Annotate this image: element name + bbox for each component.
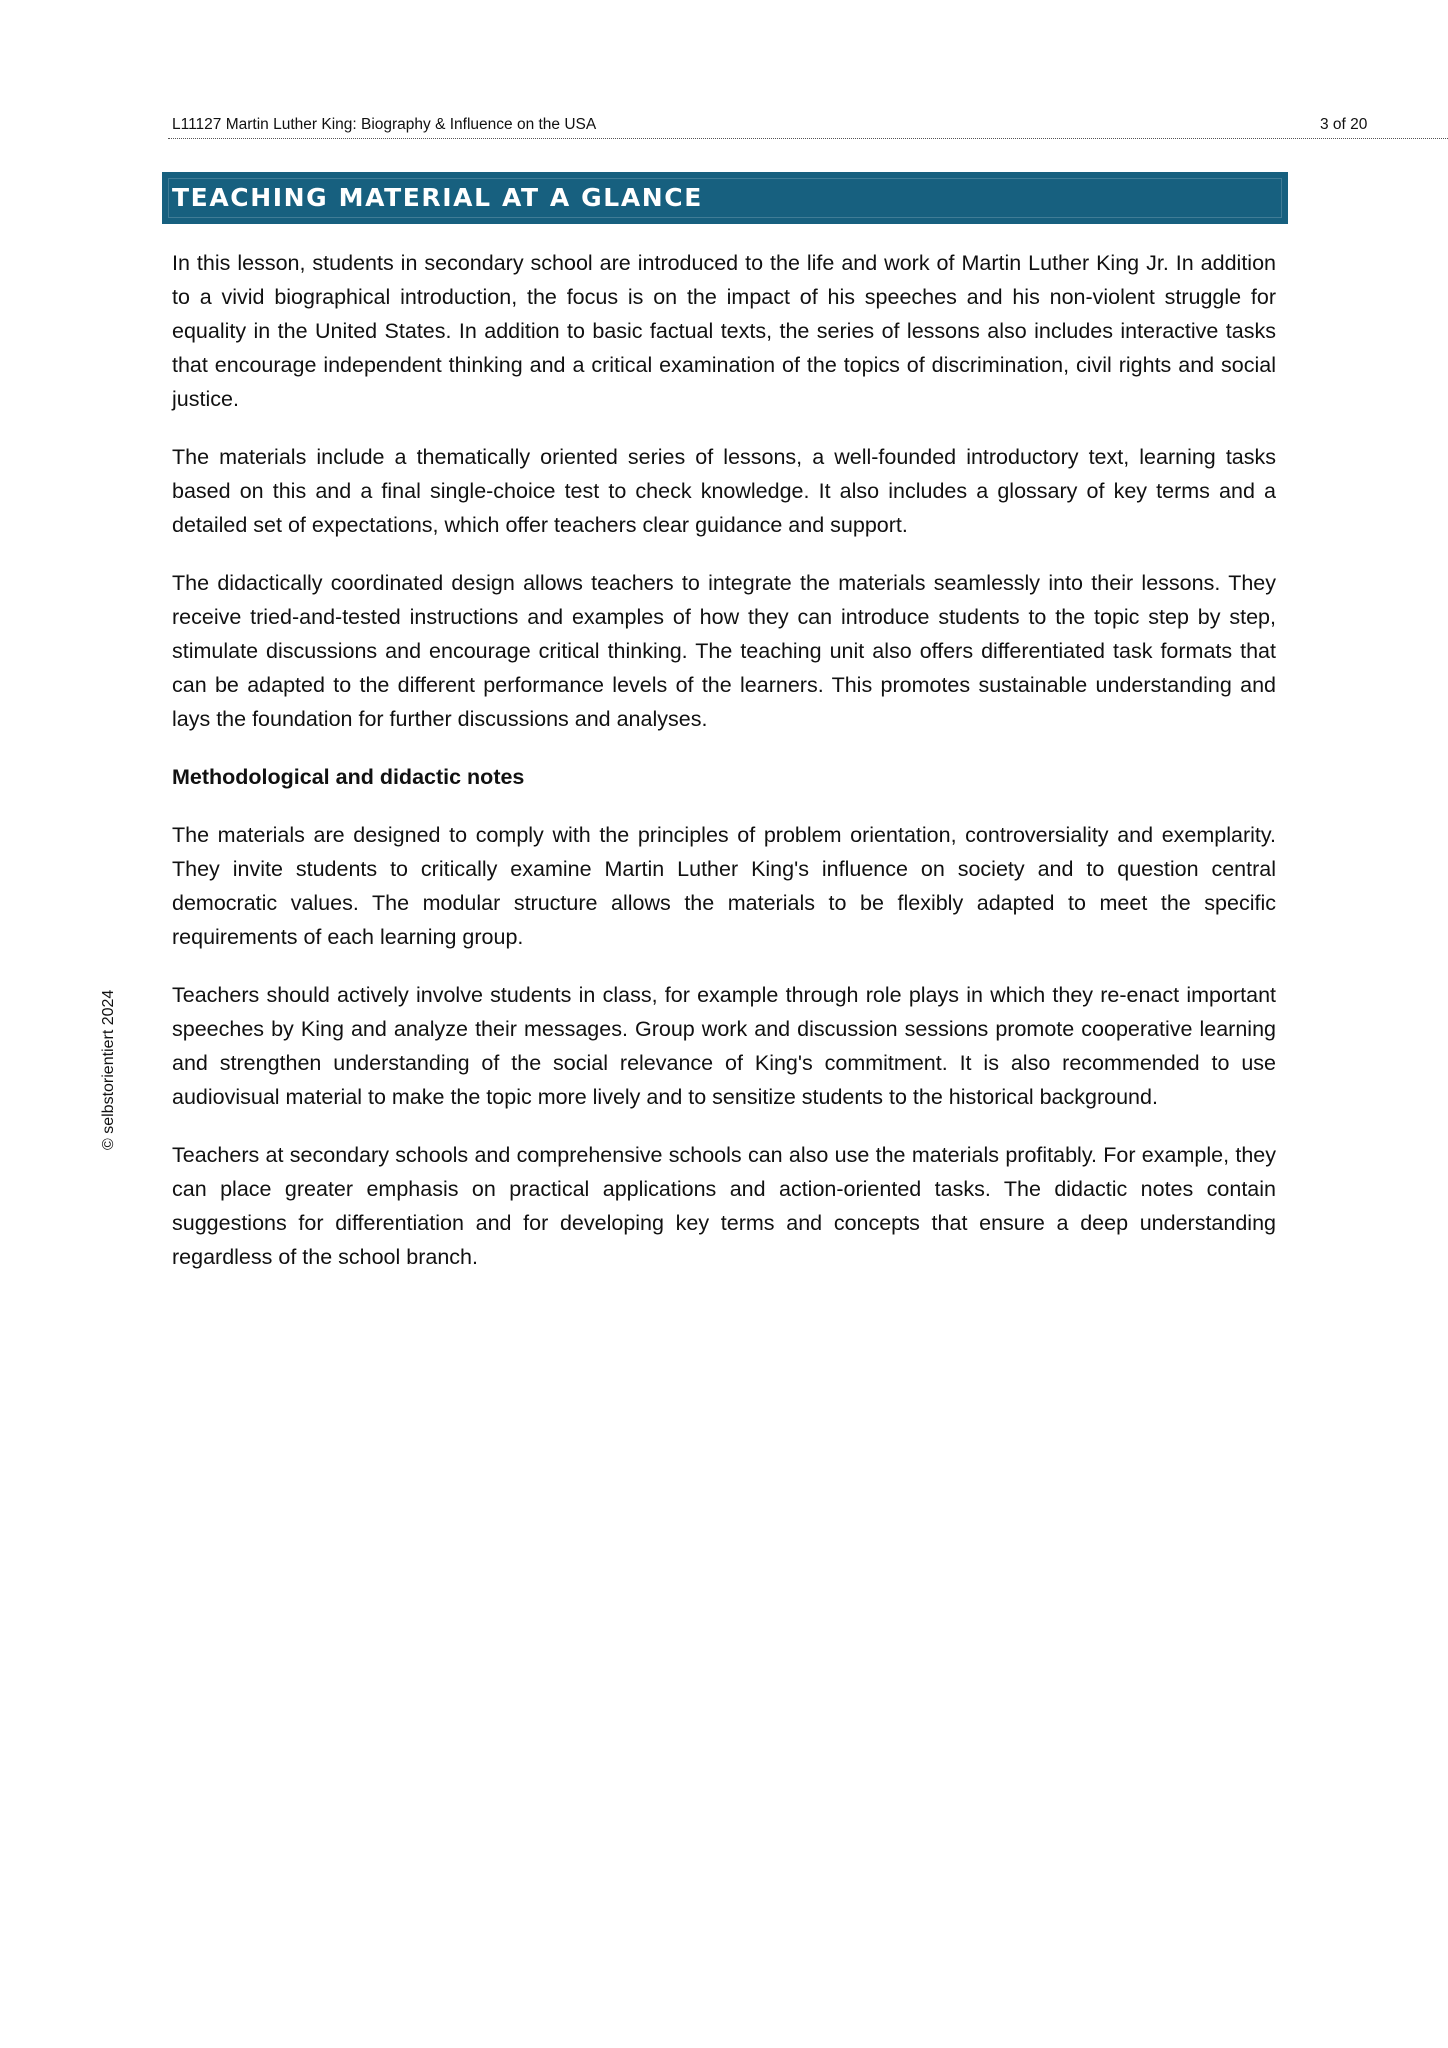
notes-paragraph-1: The materials are designed to comply with the principles of problem orientation, controversiality and exemplarity. They invite students to critically examine Martin Luther King's influence on society and to question central democratic values. The modular structure allows the materials to be flexibly adapted to meet the specific requirements of each learning group.: [172, 823, 1276, 949]
intro-paragraph-3: The didactically coordinated design allows teachers to integrate the materials seamlessly into their lessons. They receive tried-and-tested instructions and examples of how they can introduce students to the topic step by step, stimulate discussions and encourage critical thinking. The teaching unit also offers differentiated task formats that can be adapted to the different performance levels of the learners. This promotes sustainable understanding and lays the foundation for further discussions and analyses.: [172, 571, 1276, 731]
intro-paragraph-2: The materials include a thematically oriented series of lessons, a well-founded introductory text, learning tasks based on this and a final single-choice test to check knowledge. It also includes a glossary of key terms and a detailed set of expectations, which offer teachers clear guidance and support.: [172, 445, 1276, 537]
page-number: 3 of 20: [1320, 116, 1368, 133]
main-content: [172, 246, 1276, 1298]
page-header: [168, 114, 1448, 139]
section-title: TEACHING MATERIAL AT A GLANCE: [172, 183, 703, 212]
section-title-bar: [162, 172, 1288, 224]
subheading: Methodological and didactic notes: [172, 765, 525, 789]
document-title: L11127 Martin Luther King: Biography & Influence on the USA: [172, 116, 597, 133]
copyright-note: © selbstorientiert 2024: [100, 989, 117, 1150]
notes-paragraph-3: Teachers at secondary schools and comprehensive schools can also use the materials profitably. For example, they can place greater emphasis on practical applications and action-oriented tasks. The didactic notes contain suggestions for differentiation and for developing key terms and concepts that ensure a deep understanding regardless of the school branch.: [172, 1143, 1276, 1269]
intro-paragraph-1: In this lesson, students in secondary school are introduced to the life and work of Martin Luther King Jr. In addition to a vivid biographical introduction, the focus is on the impact of his speeches and his non-violent struggle for equality in the United States. In addition to basic factual texts, the series of lessons also includes interactive tasks that encourage independent thinking and a critical examination of the topics of discrimination, civil rights and social justice.: [172, 251, 1276, 411]
notes-paragraph-2: Teachers should actively involve students in class, for example through role plays in which they re-enact important speeches by King and analyze their messages. Group work and discussion sessions promote cooperative learning and strengthen understanding of the social relevance of King's commitment. It is also recommended to use audiovisual material to make the topic more lively and to sensitize students to the historical background.: [172, 983, 1276, 1109]
